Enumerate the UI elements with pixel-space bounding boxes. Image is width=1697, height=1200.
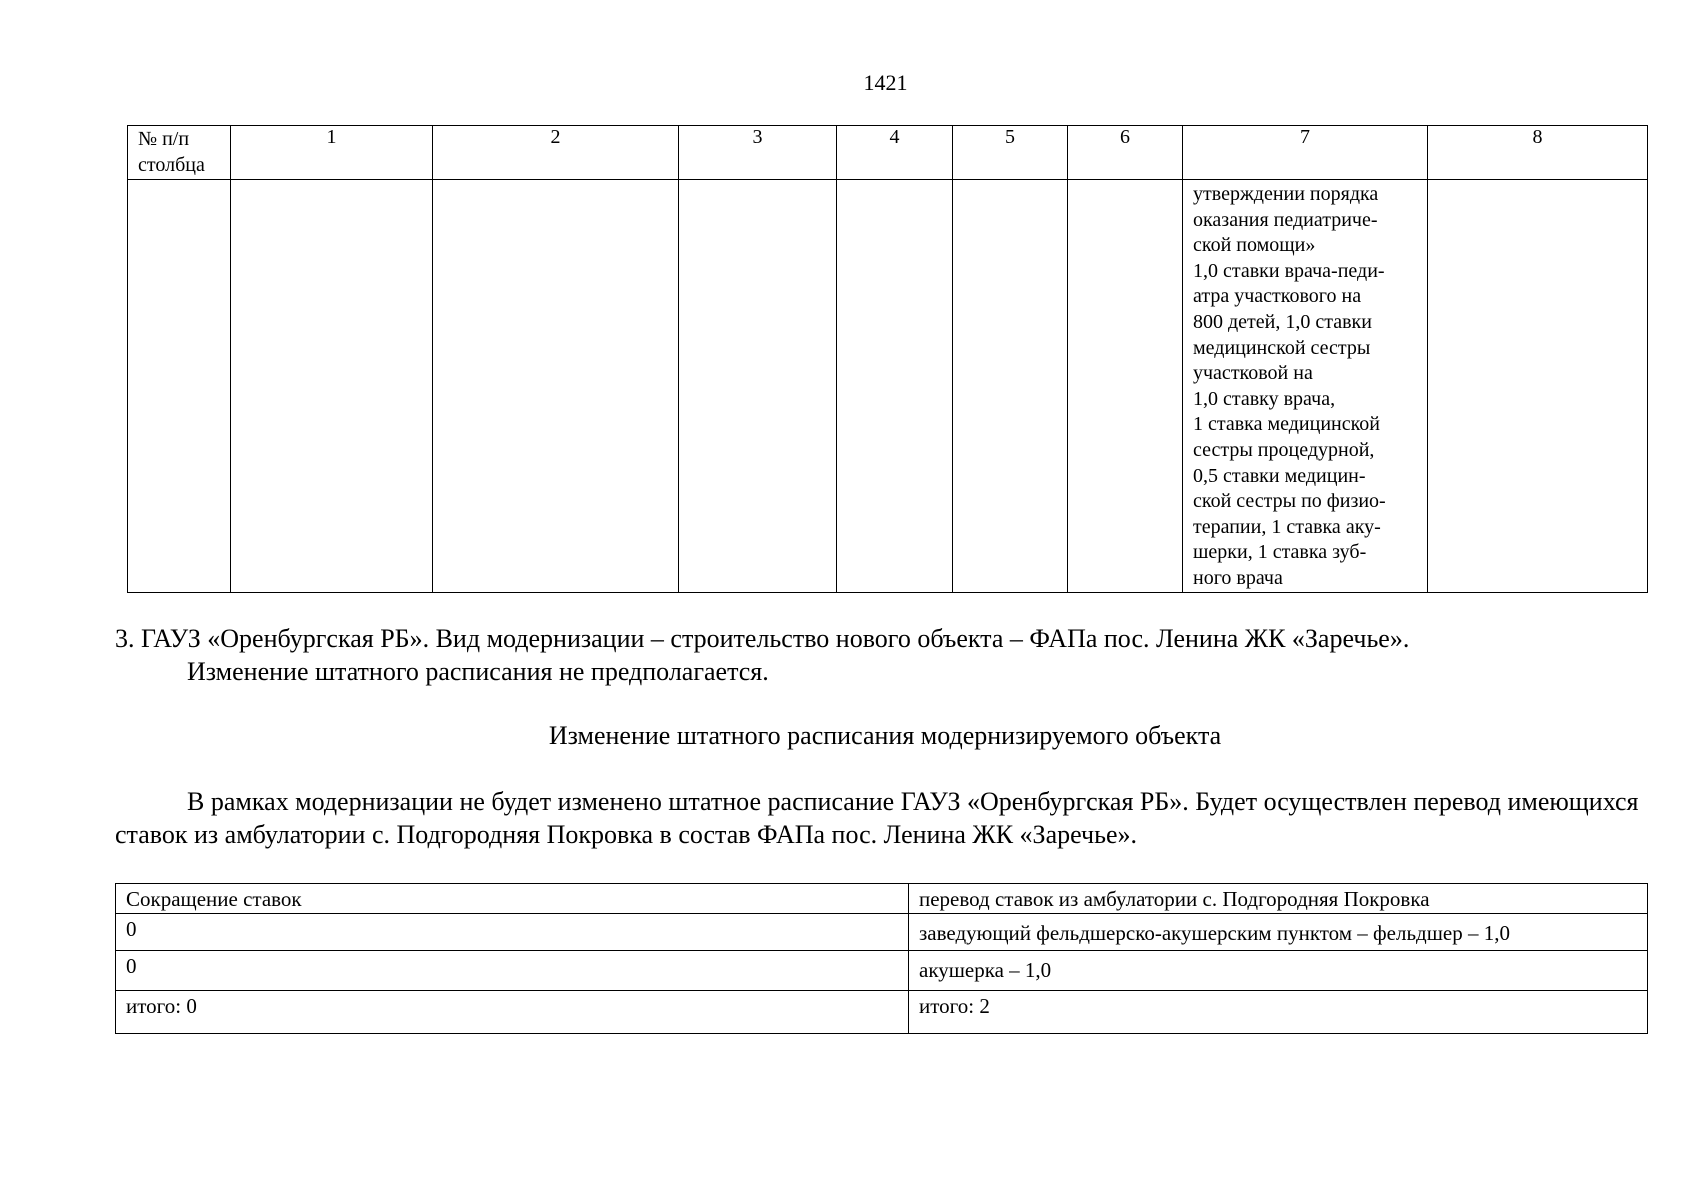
staff-transfer-table: [115, 883, 1648, 1034]
section-heading: Изменение штатного расписания модернизируемого объекта: [548, 721, 1222, 750]
table-row: [128, 180, 1648, 593]
table-header-row: [116, 884, 1648, 914]
cell-line: медицинской сестры: [1193, 336, 1371, 359]
header-cell-column-number: № п/п столбца: [128, 126, 231, 180]
staffing-table: [127, 125, 1648, 593]
table-cell: [128, 180, 231, 593]
page-number: 1421: [863, 70, 908, 95]
table-cell: 0: [116, 914, 909, 951]
table-cell: [679, 180, 837, 593]
cell-line: ного врача: [1193, 566, 1283, 589]
header-cell: 5: [953, 126, 1068, 180]
cell-line: участковой на: [1193, 362, 1313, 385]
header-cell: 8: [1428, 126, 1648, 180]
table-cell: [1068, 180, 1183, 593]
header-cell: 1: [231, 126, 433, 180]
cell-line: 1,0 ставки врача-педи-: [1193, 259, 1385, 282]
table-cell: [1428, 180, 1648, 593]
cell-line: сестры процедурной,: [1193, 438, 1375, 461]
table-cell: [837, 180, 953, 593]
table-cell: [231, 180, 433, 593]
body-paragraph: В рамках модернизации не будет изменено штатное расписание ГАУЗ «Оренбургская РБ». Будет осуществлен перевод имеющихся ставок из амбулатории с. Подгородняя Покровка в состав ФАПа пос. Ленина ЖК «Заречье».: [115, 787, 1639, 849]
cell-line: атра участкового на: [1193, 285, 1362, 308]
header-cell: 2: [433, 126, 679, 180]
cell-line: оказания педиатриче-: [1193, 208, 1378, 231]
cell-line: шерки, 1 ставка зуб-: [1193, 541, 1367, 564]
table-total-row: [116, 991, 1648, 1034]
table-cell: [433, 180, 679, 593]
table-cell: итого: 0: [116, 991, 909, 1034]
cell-line: терапии, 1 ставка аку-: [1193, 515, 1381, 538]
table-cell: [953, 180, 1068, 593]
cell-line: 0,5 ставки медицин-: [1193, 464, 1366, 487]
table-row: [116, 914, 1648, 951]
header-cell: 7: [1183, 126, 1428, 180]
table-cell-column-7-text: [1183, 180, 1428, 593]
item-3-note: Изменение штатного расписания не предполагается.: [187, 657, 769, 686]
header-cell: 6: [1068, 126, 1183, 180]
header-cell: 4: [837, 126, 953, 180]
table-cell: заведующий фельдшерско-акушерским пунктом – фельдшер – 1,0: [909, 914, 1648, 951]
cell-line: 800 детей, 1,0 ставки: [1193, 310, 1372, 333]
cell-line: 1,0 ставку врача,: [1193, 387, 1336, 410]
item-3-paragraph: 3. ГАУЗ «Оренбургская РБ». Вид модернизации – строительство нового объекта – ФАПа пос. Ленина ЖК «Заречье».: [115, 624, 1410, 653]
table-cell: 0: [116, 951, 909, 991]
header-cell: Сокращение ставок: [116, 884, 909, 914]
table-cell: акушерка – 1,0: [909, 951, 1648, 991]
table-cell: итого: 2: [909, 991, 1648, 1034]
cell-line: 1 ставка медицинской: [1193, 413, 1381, 436]
cell-line: ской сестры по физио-: [1193, 490, 1386, 513]
table-header-row: [128, 126, 1648, 180]
cell-line: утверждении порядка: [1193, 183, 1379, 205]
table-row: [116, 951, 1648, 991]
cell-line: ской помощи»: [1193, 234, 1316, 257]
header-cell: 3: [679, 126, 837, 180]
header-cell: перевод ставок из амбулатории с. Подгородняя Покровка: [909, 884, 1648, 914]
